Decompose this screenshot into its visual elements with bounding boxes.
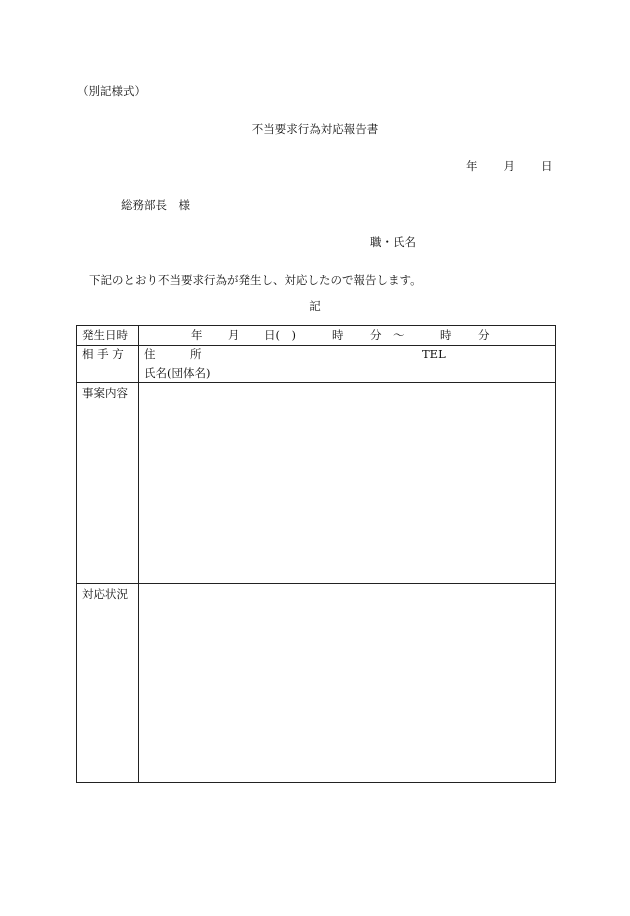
document-title: 不当要求行為対応報告書 xyxy=(251,122,379,136)
date-year-label: 年 xyxy=(466,159,478,173)
form-label: （別記様式） xyxy=(77,84,146,98)
response-field[interactable] xyxy=(139,584,555,782)
response-label: 対応状況 xyxy=(82,587,128,601)
occurrence-minute-to[interactable]: 分 xyxy=(478,328,490,342)
details-field[interactable] xyxy=(139,383,555,583)
table-divider xyxy=(77,345,555,346)
ki-heading: 記 xyxy=(309,299,321,313)
occurrence-day-weekday[interactable]: 日( ) xyxy=(264,328,296,342)
counterparty-address-label[interactable]: 住 所 xyxy=(144,347,202,361)
date-day-label: 日 xyxy=(541,159,553,173)
counterparty-tel-label[interactable]: TEL xyxy=(422,347,446,361)
date-month-label: 月 xyxy=(503,159,515,173)
report-table xyxy=(76,325,556,783)
occurrence-year[interactable]: 年 xyxy=(191,328,203,342)
report-date xyxy=(466,161,553,173)
intro-text: 下記のとおり不当要求行為が発生し、対応したので報告します。 xyxy=(89,273,422,287)
counterparty-name-label[interactable]: 氏名(団体名) xyxy=(144,366,211,380)
occurrence-label: 発生日時 xyxy=(82,328,128,342)
occurrence-month[interactable]: 月 xyxy=(228,328,240,342)
details-label: 事案内容 xyxy=(82,386,128,400)
occurrence-tilde: ～ xyxy=(393,328,405,342)
counterparty-label: 相 手 方 xyxy=(82,347,124,361)
addressee: 総務部長 様 xyxy=(121,198,190,212)
occurrence-hour-from[interactable]: 時 xyxy=(332,328,344,342)
signature-label: 職・氏名 xyxy=(370,235,416,249)
occurrence-minute-from[interactable]: 分 xyxy=(370,328,382,342)
occurrence-hour-to[interactable]: 時 xyxy=(440,328,452,342)
